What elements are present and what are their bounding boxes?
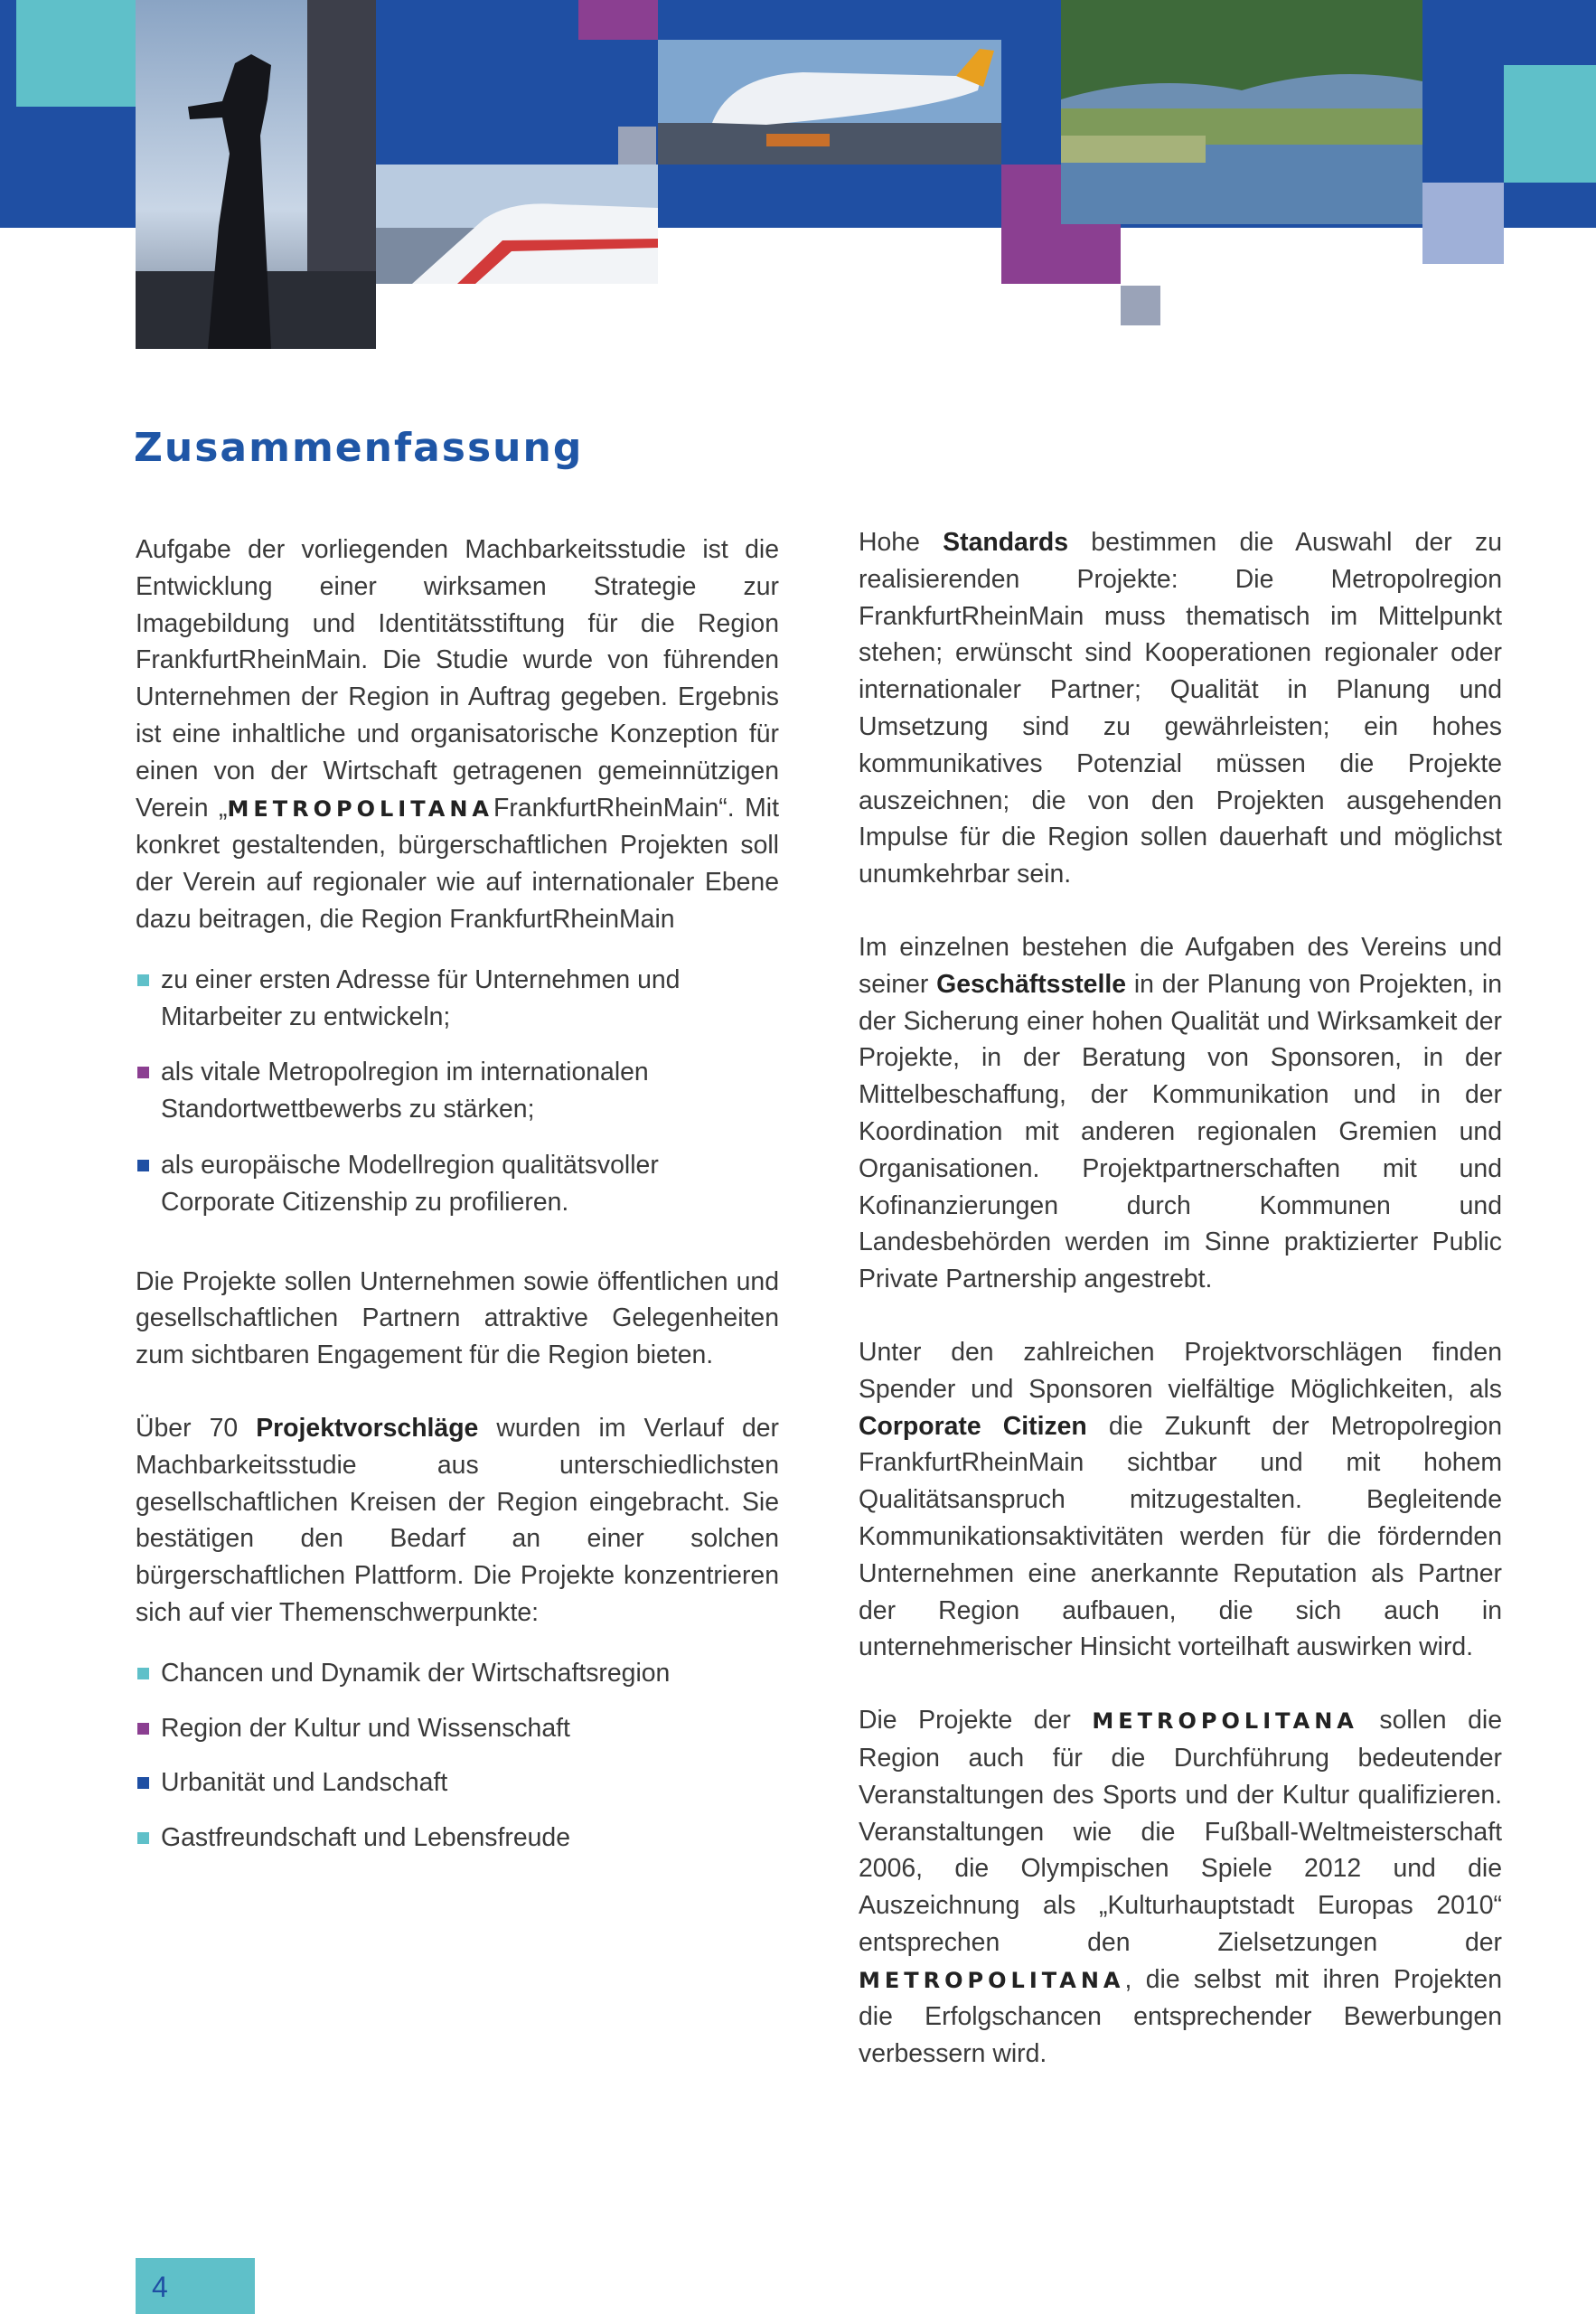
square-bullet-icon bbox=[137, 1668, 149, 1679]
square-bullet-icon bbox=[137, 1832, 149, 1844]
square-bullet-icon bbox=[137, 1160, 149, 1171]
proposals-paragraph: Über 70 Projektvorschläge wurden im Verlauf der Machbarkeitsstudie aus unterschiedlichsten gesellschaftlichen Kreisen der Region eingebracht. Sie bestätigen den Bedarf an einer solchen bürgerschaftlichen Plattform. Die Projekte konzentrieren sich auf vier Themenschwerpunkte: bbox=[136, 1413, 779, 1627]
right-column bbox=[859, 524, 1502, 2073]
office-paragraph: Im einzelnen bestehen die Aufgaben des Vereins und seiner Geschäftsstelle in der Planung von Projekten, in der Sicherung einer hohen Qualität und Wirksamkeit der Projekte, in der Beratung von Sponsoren, in der Mittelbeschaffung, der Kommunikation und in der Koordination mit anderen regionalen Gremien und Organisationen. Projektpartnerschaften mit und Kofinanzierungen durch Kommunen und Landesbehörden werden im Sinne praktizierter Public Private Partnership angestrebt. bbox=[859, 932, 1502, 1294]
square-bullet-icon bbox=[137, 1777, 149, 1789]
list-item: Chancen und Dynamik der Wirtschaftsregion bbox=[136, 1655, 779, 1692]
corporate-citizen-paragraph: Unter den zahlreichen Projektvorschlägen finden Spender und Sponsoren vielfältige Möglichkeiten, als Corporate Citizen die Zukunft der Metropolregion FrankfurtRheinMain sichtbar und mit hohem Qualitätsanspruch mitzugestalten. Begleitende Kommunikationsaktivitäten werden für die fördernden Unternehmen eine anerkannte Reputation als Partner der Region aufbauen, die sich auch in unternehmerischer Hinsicht vorteilhaft auswirken wird. bbox=[859, 1337, 1502, 1662]
train-photo bbox=[376, 165, 658, 284]
list-item: als vitale Metropolregion im internationalen Standortwettbewerbs zu stärken; bbox=[136, 1054, 779, 1128]
airplane-photo bbox=[658, 40, 1001, 165]
intro-text-1: Aufgabe der vorliegenden Machbarkeitsstudie ist die Entwicklung einer wirksamen Strategie zur Imagebildung und Identitätsstiftung für die Region FrankfurtRheinMain. Die Studie wurde von führenden Unternehmen der Region in Auftrag gegeben. Ergebnis ist eine inhaltliche und organisatorische Konzeption für einen von der Wirtschaft getragenen gemeinnützigen Verein „ bbox=[136, 535, 779, 823]
square-bullet-icon bbox=[137, 974, 149, 986]
brand-name: METROPOLITANA bbox=[227, 795, 493, 822]
list-item: als europäische Modellregion qualitätsvoller Corporate Citizenship zu profilieren. bbox=[136, 1147, 779, 1221]
page-title: Zusammenfassung bbox=[134, 425, 584, 471]
square-bullet-icon bbox=[137, 1723, 149, 1735]
brand-name: METROPOLITANA bbox=[1092, 1708, 1358, 1735]
list-item: Gastfreundschaft und Lebensfreude bbox=[136, 1820, 779, 1857]
goals-list bbox=[136, 962, 779, 1221]
page-number: 4 bbox=[152, 2271, 168, 2303]
list-item: zu einer ersten Adresse für Unternehmen und Mitarbeiter zu entwickeln; bbox=[136, 962, 779, 1036]
lightblue-square-right bbox=[1422, 183, 1504, 264]
corporate-citizen-keyword: Corporate Citizen bbox=[859, 1411, 1087, 1441]
office-keyword: Geschäftsstelle bbox=[936, 969, 1127, 999]
teal-square-right bbox=[1504, 65, 1596, 183]
events-paragraph: Die Projekte der METROPOLITANA sollen die Region auch für die Durchführung bedeutender Veranstaltungen des Sports und der Kultur qualifizieren. Veranstaltungen wie die Fußball-Weltmeisterschaft 2006, die Olympischen Spiele 2012 und die Auszeichnung als „Kulturhauptstadt Europas 2010“ entsprechen den Zielsetzungen der METROPOLITANA, die selbst mit ihren Projekten die Erfolgschancen entsprechender Bewerbungen verbessern wird. bbox=[859, 1706, 1502, 2069]
themes-list bbox=[136, 1655, 779, 1857]
proposals-keyword: Projektvorschläge bbox=[256, 1413, 479, 1443]
list-item: Urbanität und Landschaft bbox=[136, 1764, 779, 1801]
grey-square-small bbox=[618, 127, 656, 165]
square-bullet-icon bbox=[137, 1067, 149, 1078]
list-item: Region der Kultur und Wissenschaft bbox=[136, 1710, 779, 1747]
left-column bbox=[136, 531, 779, 1875]
intro-paragraph bbox=[136, 531, 779, 938]
page-number-box bbox=[136, 2258, 255, 2314]
standards-paragraph: Hohe Standards bestimmen die Auswahl der zu realisierenden Projekte: Die Metropolregion FrankfurtRheinMain muss thematisch im Mittelpunkt stehen; erwünscht sind Kooperationen regionaler oder internationaler Partner; Qualität in Planung und Umsetzung sind zu gewährleisten; ein hohes kommunikatives Potenzial müssen die Projekte auszeichnen; die von den Projekten ausgehenden Impulse für die Region sollen dauerhaft und möglichst unumkehrbar sein. bbox=[859, 528, 1502, 889]
brand-name: METROPOLITANA bbox=[859, 1967, 1125, 1993]
river-landscape-photo bbox=[1061, 0, 1422, 224]
grey-square-lower bbox=[1121, 286, 1160, 325]
standards-keyword: Standards bbox=[943, 528, 1069, 557]
sculpture-photo bbox=[136, 0, 376, 349]
purple-square-top bbox=[578, 0, 658, 40]
intro-text-2: FrankfurtRheinMain“. Mit konkret gestaltenden, bürgerschaftlichen Projekten soll der Verein auf regionaler wie auf internationaler Ebene dazu beitragen, die Region FrankfurtRheinMain bbox=[136, 793, 779, 934]
projects-paragraph: Die Projekte sollen Unternehmen sowie öffentlichen und gesellschaftlichen Partnern attraktive Gelegenheiten zum sichtbaren Engagement für die Region bieten. bbox=[136, 1266, 779, 1370]
teal-square-top-left bbox=[16, 0, 136, 107]
